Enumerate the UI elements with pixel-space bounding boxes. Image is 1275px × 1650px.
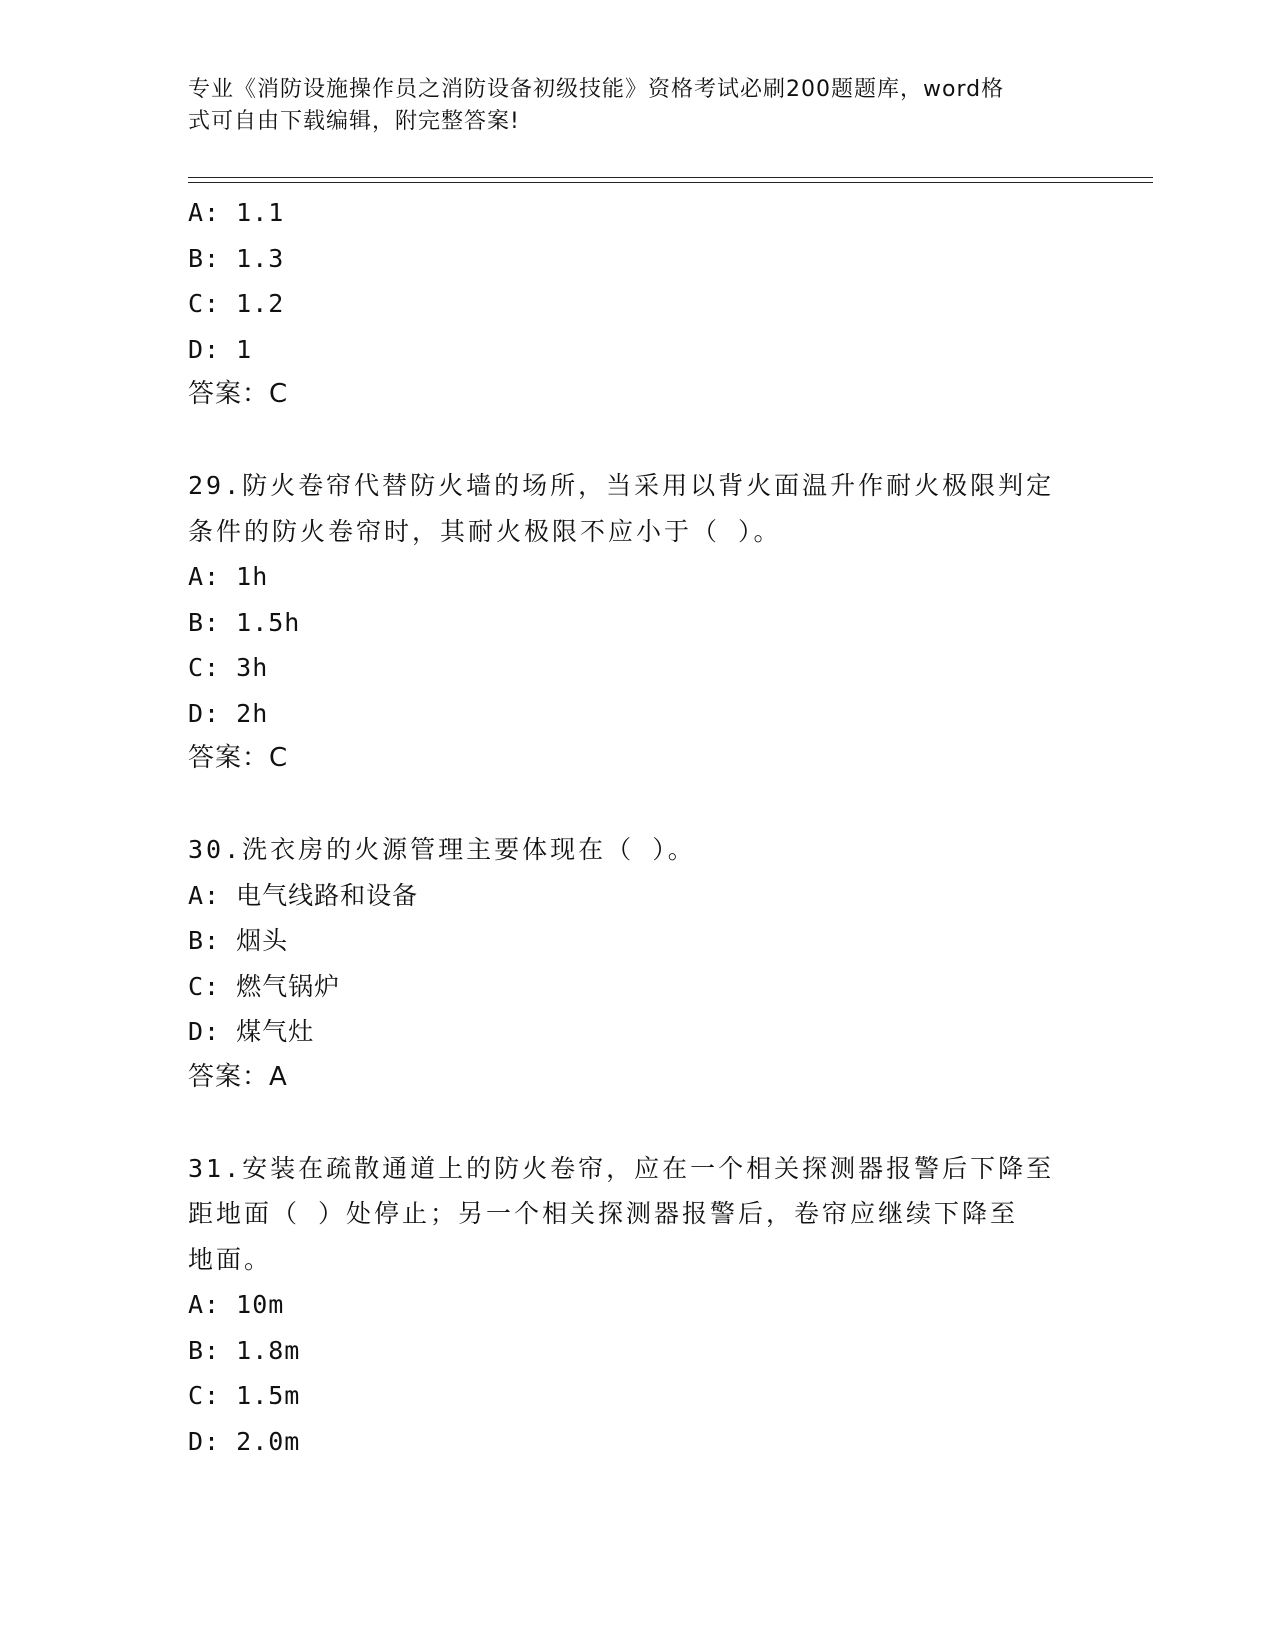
question-30 xyxy=(188,827,1088,1100)
spacer xyxy=(188,418,1088,464)
option-c: C: 燃气锅炉 xyxy=(188,971,341,1001)
question-text-line: 30.洗衣房的火源管理主要体现在（ ）。 xyxy=(188,835,696,864)
answer-line: 答案：C xyxy=(188,743,289,773)
question-29 xyxy=(188,463,1088,782)
question-28-continued xyxy=(188,190,1088,418)
spacer xyxy=(188,1100,1088,1146)
option-d: D: 2.0m xyxy=(188,1426,301,1456)
option-c: C: 1.2 xyxy=(188,289,285,318)
document-header xyxy=(188,74,1068,138)
question-31 xyxy=(188,1146,1088,1465)
option-c: C: 3h xyxy=(188,653,269,682)
option-b: B: 1.5h xyxy=(188,607,301,637)
option-a: A: 电气线路和设备 xyxy=(188,880,419,910)
option-d: D: 2h xyxy=(188,698,269,728)
question-text-line: 条件的防火卷帘时，其耐火极限不应小于（ ）。 xyxy=(188,516,782,546)
option-a: A: 10m xyxy=(188,1290,285,1319)
option-d: D: 煤气灶 xyxy=(188,1017,315,1046)
answer-line: 答案：C xyxy=(188,379,289,409)
option-c: C: 1.5m xyxy=(188,1381,301,1410)
header-divider-top xyxy=(188,177,1153,178)
option-b: B: 烟头 xyxy=(188,926,289,955)
question-text-line: 29.防火卷帘代替防火墙的场所，当采用以背火面温升作耐火极限判定 xyxy=(188,471,1055,500)
spacer xyxy=(188,782,1088,828)
answer-line: 答案：A xyxy=(188,1061,288,1092)
option-d: D: 1 xyxy=(188,334,253,364)
question-list xyxy=(188,190,1088,1464)
question-text-line: 31.安装在疏散通道上的防火卷帘，应在一个相关探测器报警后下降至 xyxy=(188,1153,1055,1183)
option-b: B: 1.3 xyxy=(188,243,285,273)
header-line-1: 专业《消防设施操作员之消防设备初级技能》资格考试必刷200题题库，word格 xyxy=(188,77,1005,102)
option-a: A: 1h xyxy=(188,562,269,591)
question-text-line: 地面。 xyxy=(188,1244,273,1274)
header-line-2: 式可自由下载编辑，附完整答案! xyxy=(188,109,520,134)
header-divider-bottom xyxy=(188,182,1153,183)
question-text-line: 距地面（ ）处停止；另一个相关探测器报警后，卷帘应继续下降至 xyxy=(188,1199,1019,1228)
option-a: A: 1.1 xyxy=(188,198,285,227)
option-b: B: 1.8m xyxy=(188,1335,301,1365)
